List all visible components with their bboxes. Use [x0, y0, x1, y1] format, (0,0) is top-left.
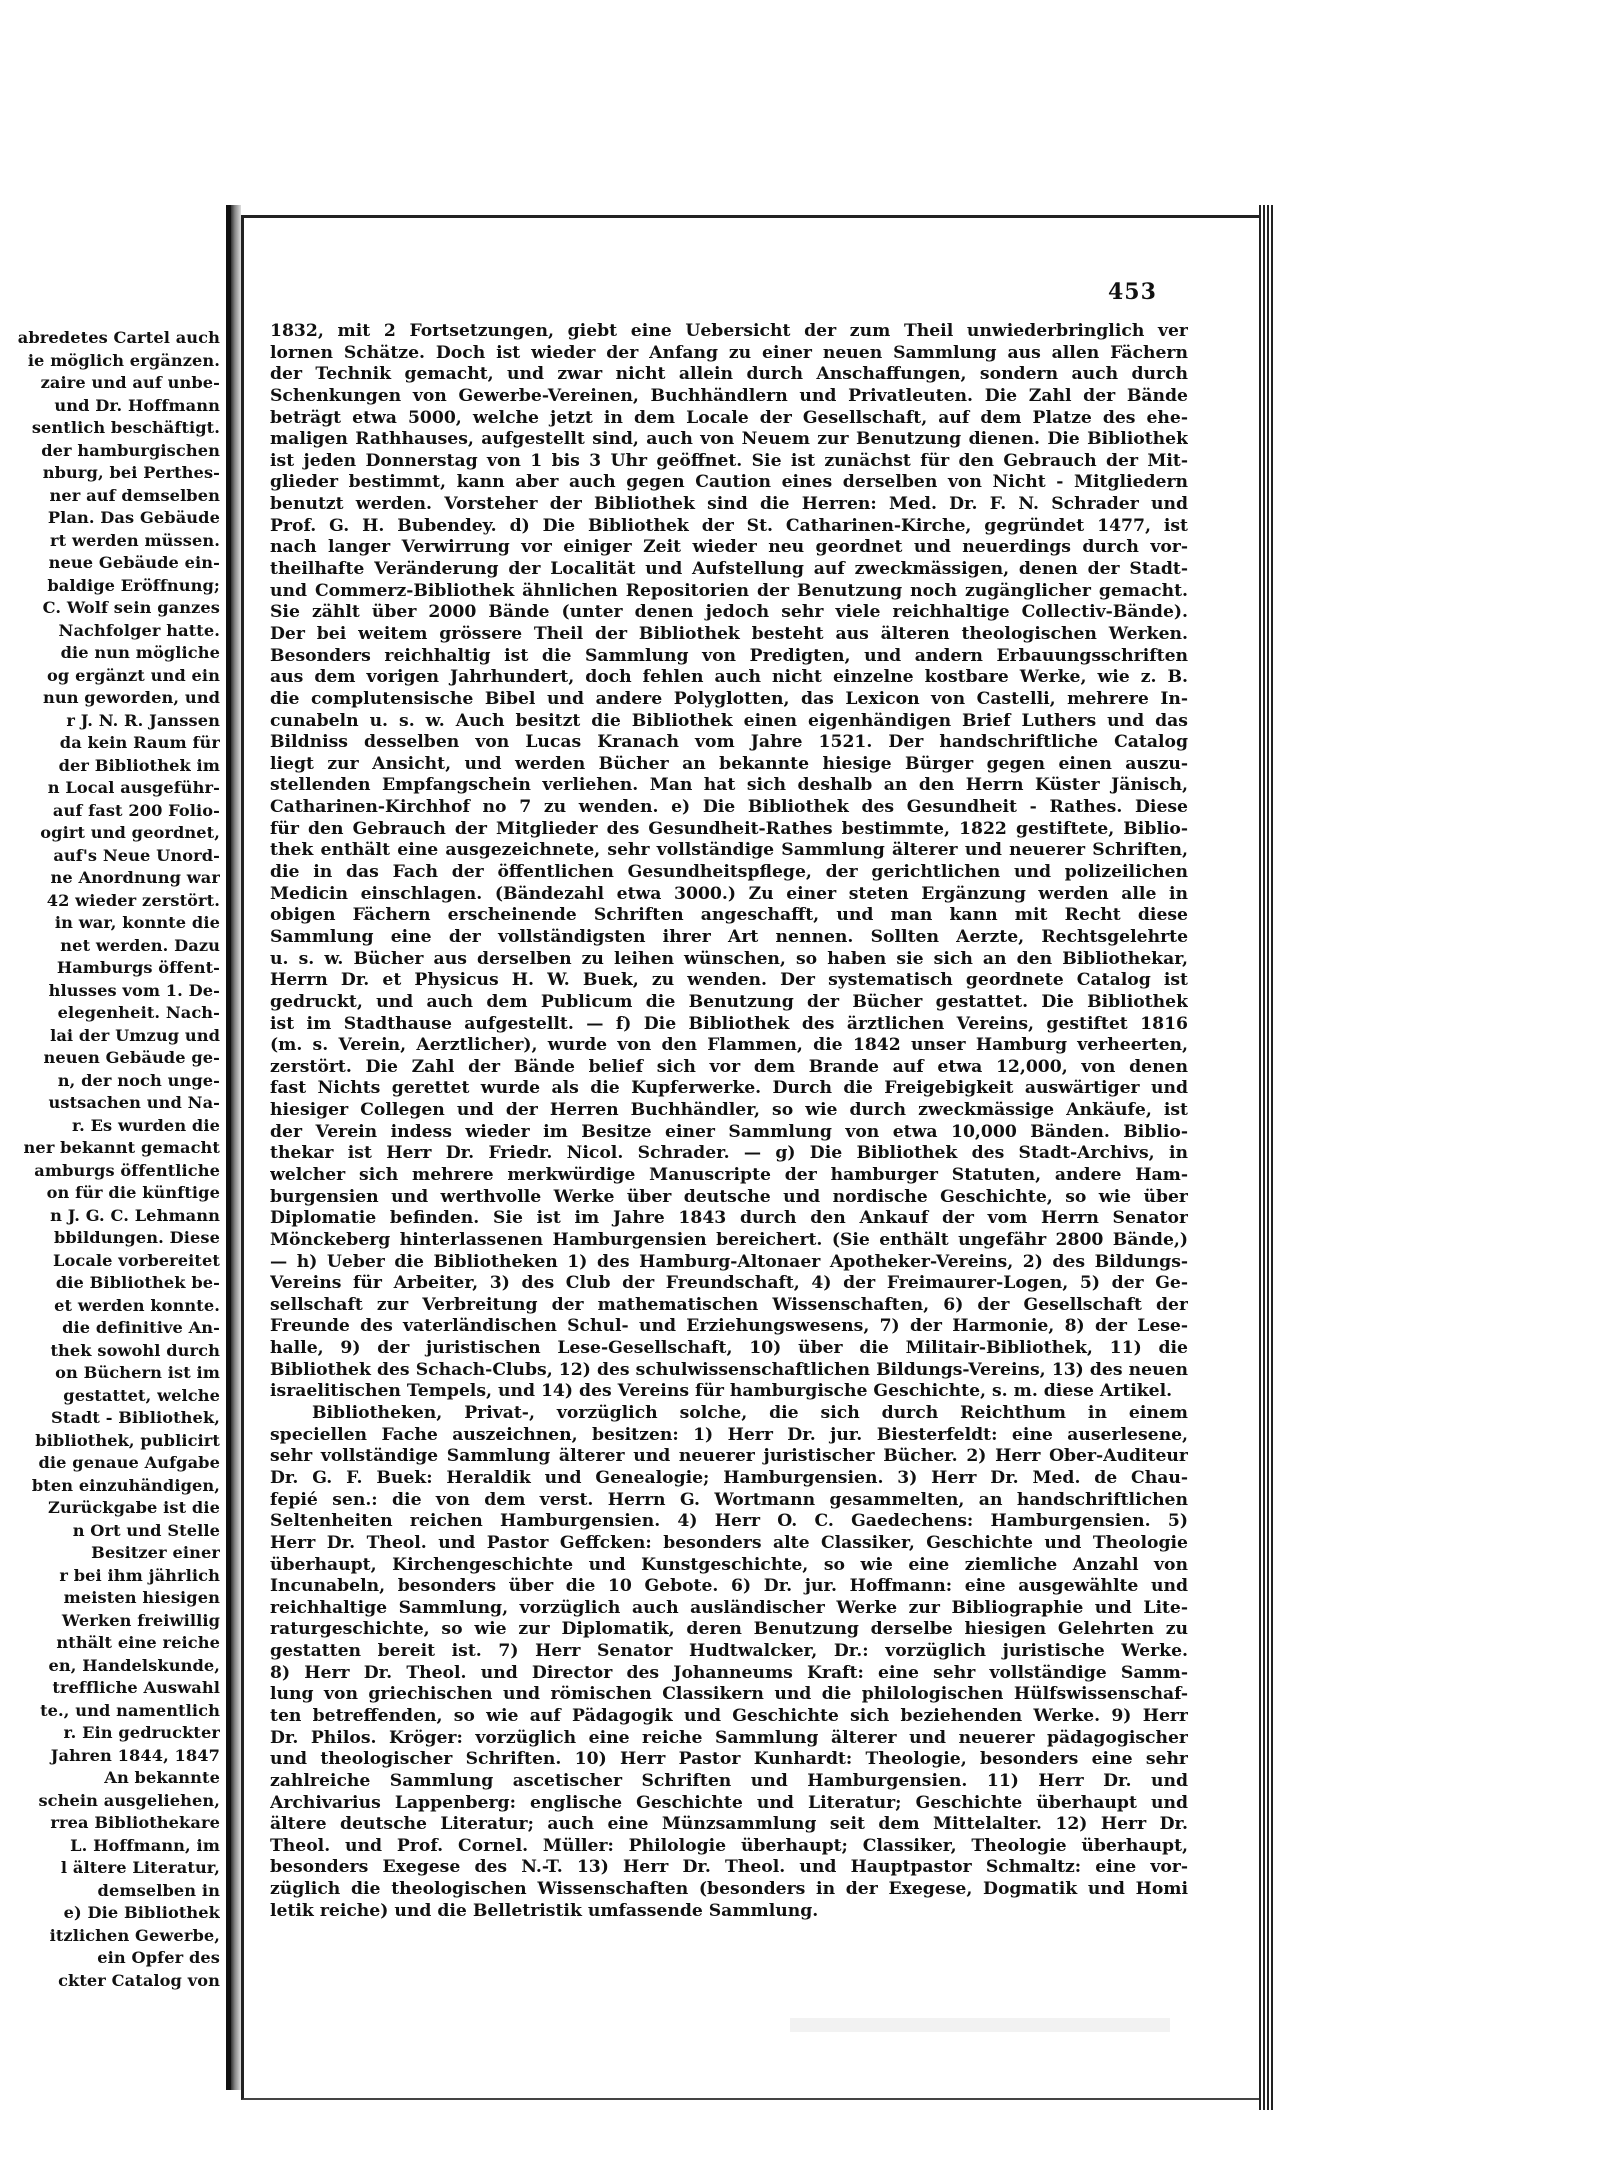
left-text-line: rrea Bibliothekare	[50, 1813, 220, 1832]
text-line: Seltenheiten reichen Hamburgensien. 4) Herr O. C. Gaedechens: Hamburgensien. 5)	[270, 1511, 1188, 1532]
text-line: Bibliotheken, Privat-, vorzüglich solche, die sich durch Reichthum in einem	[312, 1403, 1188, 1424]
text-line: fast Nichts gerettet wurde als die Kupferwerke. Durch die Freigebigkeit auswärtiger und	[270, 1078, 1188, 1099]
left-text-line: schein ausgeliehen,	[38, 1790, 220, 1810]
left-text-line: Nachfolger hatte.	[58, 620, 220, 640]
left-text-line: r J. N. R. Janssen	[66, 710, 220, 730]
left-text-line: on Büchern ist im	[55, 1363, 220, 1382]
left-text-line: in war, konnte die	[54, 913, 220, 932]
book-gutter	[231, 205, 241, 2090]
left-text-line: en, Handelskunde,	[48, 1655, 220, 1675]
left-text-line: n, der noch unge-	[57, 1070, 220, 1090]
left-text-line: Hamburgs öffent-	[56, 958, 220, 977]
text-line: ist im Stadthause aufgestellt. — f) Die Bibliothek des ärztlichen Vereins, gestiftet 1816	[270, 1013, 1188, 1034]
text-line: israelitischen Tempels, und 14) des Vereins für hamburgische Geschichte, s. m. diese Artikel.	[270, 1381, 1173, 1402]
left-text-line: Zurückgabe ist die	[48, 1498, 220, 1517]
left-text-line: r bei ihm jährlich	[59, 1565, 220, 1585]
text-line: sehr vollständige Sammlung älterer und neuerer juristischer Bücher. 2) Herr Ober-Auditeur	[270, 1446, 1188, 1467]
text-line: (m. s. Verein, Aerztlicher), wurde von den Flammen, die 1842 unser Hamburg verheerten,	[270, 1035, 1188, 1056]
text-line: speciellen Fache auszeichnen, besitzen: 1) Herr Dr. jur. Biesterfeldt: eine auserlesene,	[270, 1424, 1188, 1445]
text-line: reichhaltige Sammlung, vorzüglich auch ausländischer Werke zur Bibliographie und Lite-	[270, 1597, 1188, 1618]
text-line: der Verein indess wieder im Besitze einer Sammlung von etwa 10,000 Bänden. Biblio-	[270, 1121, 1188, 1142]
left-text-line: bten einzuhändigen,	[31, 1475, 220, 1495]
left-text-line: nun geworden, und	[42, 688, 220, 707]
text-line: thek enthält eine ausgezeichnete, sehr vollständige Sammlung älterer und neuerer Schriften,	[270, 840, 1188, 861]
left-text-line: C. Wolf sein ganzes	[42, 598, 220, 617]
text-line: Vereins für Arbeiter, 3) des Club der Freundschaft, 4) der Freimaurer-Logen, 5) der Ge-	[270, 1273, 1188, 1294]
left-text-line: Stadt - Bibliothek,	[51, 1408, 220, 1427]
text-line: aus dem vorigen Jahrhundert, doch fehlen auch nicht einzelne kostbare Werke, wie z. B.	[270, 667, 1188, 688]
text-line: Freunde des vaterländischen Schul- und Erziehungswesens, 7) der Harmonie, 8) der Lese-	[270, 1316, 1188, 1337]
left-text-line: l ältere Literatur,	[60, 1858, 220, 1877]
left-text-line: ckter Catalog von	[58, 1970, 220, 1990]
text-line: Theol. und Prof. Cornel. Müller: Philologie überhaupt; Classiker, Theologie überhaupt,	[270, 1835, 1188, 1856]
left-text-line: L. Hoffmann, im	[70, 1835, 220, 1855]
left-text-line: treffliche Auswahl	[52, 1678, 220, 1697]
left-text-line: die Bibliothek be-	[55, 1273, 220, 1292]
left-text-line: ein Opfer des	[97, 1948, 220, 1967]
text-line: Incunabeln, besonders über die 10 Gebote. 6) Dr. jur. Hoffmann: eine ausgewählte und	[270, 1576, 1188, 1597]
text-line: u. s. w. Bücher aus derselben zu leihen wünschen, so haben sie sich an den Bibliothekar,	[270, 948, 1188, 969]
text-line: thekar ist Herr Dr. Friedr. Nicol. Schrader. — g) Die Bibliothek des Stadt-Archivs, in	[270, 1143, 1188, 1164]
previous-page-text-column	[0, 327, 220, 1992]
text-line: überhaupt, Kirchengeschichte und Kunstgeschichte, so wie eine ziemliche Anzahl von	[270, 1554, 1188, 1575]
left-text-line: ner bekannt gemacht	[23, 1138, 220, 1157]
left-text-line: og ergänzt und ein	[47, 665, 220, 685]
left-text-line: die nun mögliche	[60, 643, 220, 662]
left-text-line: neue Gebäude ein-	[48, 553, 220, 572]
left-text-line: ogirt und geordnet,	[40, 823, 220, 842]
text-line: 1832, mit 2 Fortsetzungen, giebt eine Uebersicht der zum Theil unwiederbringlich ver	[270, 321, 1188, 341]
left-text-line: nburg, bei Perthes-	[42, 463, 220, 482]
text-line: Medicin einschlagen. (Bändezahl etwa 3000.) Zu einer steten Ergänzung werden alle in	[270, 883, 1188, 904]
left-text-line: meisten hiesigen	[63, 1588, 220, 1607]
left-text-line: rt werden müssen.	[50, 530, 220, 550]
left-text-line: da kein Raum für	[59, 733, 220, 752]
text-line: fepié sen.: die von dem verst. Herrn G. Wortmann gesammelten, an handschriftlichen	[270, 1489, 1188, 1510]
left-text-line: demselben in	[97, 1880, 220, 1900]
left-text-line: hlusses vom 1. De-	[48, 980, 220, 1000]
left-text-line: die definitive An-	[62, 1318, 220, 1337]
left-text-line: n Ort und Stelle	[72, 1520, 220, 1540]
text-line: Mönckeberg hinterlassenen Hamburgensien bereichert. (Sie enthält ungefähr 2800 Bände,)	[270, 1229, 1188, 1250]
left-text-line: on für die künftige	[46, 1183, 220, 1202]
text-line: maligen Rathhauses, aufgestellt sind, auch von Neuem zur Benutzung dienen. Die Bibliothek	[270, 429, 1188, 450]
text-line: Bildniss desselben von Lucas Kranach vom Jahre 1521. Der handschriftliche Catalog	[270, 732, 1188, 753]
text-line: cunabeln u. s. w. Auch besitzt die Bibliothek einen eigenhändigen Brief Luthers und das	[270, 710, 1188, 731]
text-line: gestatten bereit ist. 7) Herr Senator Hudtwalcker, Dr.: vorzüglich juristische Werke.	[270, 1641, 1188, 1662]
text-line: Schenkungen von Gewerbe-Vereinen, Buchhändlern und Privatleuten. Die Zahl der Bände	[270, 385, 1188, 406]
left-text-line: e) Die Bibliothek	[63, 1903, 220, 1922]
left-text-line: Werken freiwillig	[61, 1610, 220, 1630]
text-line: Herrn Dr. et Physicus H. W. Buek, zu wenden. Der systematisch geordnete Catalog ist	[270, 970, 1188, 991]
left-text-line: ie möglich ergänzen.	[27, 350, 220, 370]
left-text-line: gestattet, welche	[63, 1385, 220, 1405]
left-text-line: n J. G. C. Lehmann	[50, 1205, 220, 1225]
text-line: Archivarius Lappenberg: englische Geschichte und Literatur; Geschichte überhaupt und	[270, 1792, 1188, 1813]
text-line: Prof. G. H. Bubendey. d) Die Bibliothek der St. Catharinen-Kirche, gegründet 1477, ist	[270, 515, 1188, 536]
left-text-line: An bekannte	[104, 1768, 220, 1787]
left-text-line: neuen Gebäude ge-	[43, 1048, 220, 1067]
left-text-line: r. Es wurden die	[71, 1115, 220, 1135]
text-line: Dr. Philos. Kröger: vorzüglich eine reiche Sammlung älterer und neuerer pädagogischer	[270, 1727, 1188, 1748]
text-line: und theologischer Schriften. 10) Herr Pastor Kunhardt: Theologie, besonders eine sehr	[270, 1749, 1188, 1770]
text-line: burgensien und werthvolle Werke über deutsche und nordische Geschichte, so wie über	[270, 1186, 1188, 1207]
left-text-line: der hamburgischen	[41, 440, 220, 460]
left-text-line: net werden. Dazu	[60, 935, 220, 955]
text-line: theilhafte Veränderung der Localität und Aufstellung auf zweckmässigen, denen der Stadt-	[270, 559, 1188, 580]
page-number: 453	[1108, 279, 1157, 305]
text-line: züglich die theologischen Wissenschaften (besonders in der Exegese, Dogmatik und Homi	[270, 1879, 1188, 1900]
left-text-line: amburgs öffentliche	[34, 1160, 220, 1180]
text-line: beträgt etwa 5000, welche jetzt in dem Locale der Gesellschaft, auf dem Platze des ehe-	[270, 407, 1188, 428]
text-line: zahlreiche Sammlung ascetischer Schriften und Hamburgensien. 11) Herr Dr. und	[270, 1770, 1188, 1791]
page-body-text	[270, 321, 1188, 1922]
text-line: Catharinen-Kirchhof no 7 zu wenden. e) Die Bibliothek des Gesundheit - Rathes. Diese	[270, 797, 1188, 818]
left-text-line: sentlich beschäftigt.	[31, 418, 220, 437]
text-line: gedruckt, und auch dem Publicum die Benutzung der Bücher gestattet. Die Bibliothek	[270, 991, 1188, 1012]
text-line: Besonders reichhaltig ist die Sammlung von Predigten, und andern Erbauungsschriften	[270, 645, 1188, 666]
text-line: halle, 9) der juristischen Lese-Gesellschaft, 10) über die Militair-Bibliothek, 11) die	[270, 1338, 1188, 1359]
left-text-line: ner auf demselben	[49, 485, 220, 505]
left-text-line: Besitzer einer	[91, 1543, 220, 1562]
left-text-line: thek sowohl durch	[50, 1340, 220, 1360]
text-line: — h) Ueber die Bibliotheken 1) des Hamburg-Altonaer Apotheker-Vereins, 2) des Bildungs-	[270, 1251, 1188, 1272]
left-text-line: n Local ausgeführ-	[47, 778, 220, 797]
text-line: nach langer Verwirrung vor einiger Zeit wieder neu geordnet und neuerdings durch vor-	[270, 537, 1188, 558]
left-text-line: Locale vorbereitet	[53, 1250, 220, 1270]
left-text-line: lai der Umzug und	[50, 1025, 220, 1045]
text-line: benutzt werden. Vorsteher der Bibliothek sind die Herren: Med. Dr. F. N. Schrader und	[270, 494, 1188, 515]
left-text-line: 42 wieder zerstört.	[46, 890, 220, 910]
text-line: stellenden Empfangschein verliehen. Man hat sich deshalb an den Herrn Küster Jänisch,	[270, 775, 1188, 796]
text-line: 8) Herr Dr. Theol. und Director des Johanneums Kraft: eine sehr vollständige Samm-	[270, 1662, 1188, 1683]
text-line: Bibliothek des Schach-Clubs, 12) des schulwissenschaftlichen Bildungs-Vereins, 13) des neuen	[270, 1359, 1188, 1380]
left-text-line: itzlichen Gewerbe,	[49, 1925, 220, 1945]
text-line: ältere deutsche Literatur; auch eine Münzsammlung seit dem Mittelalter. 12) Herr Dr.	[270, 1814, 1188, 1835]
previous-page-fragment	[0, 205, 231, 2090]
text-line: glieder bestimmt, kann aber auch gegen Caution eines derselben von Nicht - Mitgliedern	[270, 472, 1188, 493]
text-line: liegt zur Ansicht, und werden Bücher an bekannte hiesige Bürger gegen einen auszu-	[270, 753, 1188, 774]
left-text-line: zaire und auf unbe-	[40, 373, 220, 392]
text-line: Herr Dr. Theol. und Pastor Geffcken: besonders alte Classiker, Geschichte und Theologie	[270, 1532, 1188, 1553]
text-line: hiesiger Collegen und der Herren Buchhändler, so wie durch zweckmässige Ankäufe, ist	[270, 1100, 1188, 1121]
text-line: letik reiche) und die Belletristik umfassende Sammlung.	[270, 1900, 819, 1921]
left-text-line: ne Anordnung war	[50, 868, 220, 887]
text-line: sellschaft zur Verbreitung der mathematischen Wissenschaften, 6) der Gesellschaft der	[270, 1294, 1188, 1315]
left-text-line: bibliothek, publicirt	[35, 1430, 220, 1450]
left-text-line: Plan. Das Gebäude	[47, 508, 220, 527]
left-text-line: nthält eine reiche	[56, 1633, 220, 1652]
text-line: lornen Schätze. Doch ist wieder der Anfang zu einer neuen Sammlung aus allen Fächern	[270, 342, 1188, 363]
left-text-line: die genaue Aufgabe	[38, 1453, 220, 1472]
text-line: Sie zählt über 2000 Bände (unter denen jedoch sehr viele reichhaltige Collectiv-Bände).	[270, 602, 1188, 623]
left-text-line: der Bibliothek im	[58, 755, 220, 775]
left-text-line: te., und namentlich	[40, 1700, 220, 1720]
text-line: obigen Fächern erscheinende Schriften angeschafft, und man kann mit Recht diese	[270, 905, 1188, 926]
text-line: raturgeschichte, so wie zur Diplomatik, deren Benutzung derselbe hiesigen Gelehrten zu	[270, 1619, 1188, 1640]
text-line: die in das Fach der öffentlichen Gesundheitspflege, der gerichtlichen und polizeilichen	[270, 862, 1188, 883]
left-text-line: bbildungen. Diese	[53, 1228, 220, 1247]
left-text-line: auf fast 200 Folio-	[52, 800, 220, 820]
text-line: Der bei weitem grössere Theil der Bibliothek besteht aus älteren theologischen Werken.	[270, 623, 1188, 644]
text-line: Diplomatie befinden. Sie ist im Jahre 1843 durch den Ankauf der vom Herrn Senator	[270, 1208, 1188, 1229]
text-line: zerstört. Die Zahl der Bände belief sich vor dem Brande auf etwa 12,000, von denen	[270, 1056, 1188, 1077]
left-text-line: baldige Eröffnung;	[47, 575, 220, 595]
text-line: ten betreffenden, so wie auf Pädagogik und Geschichte sich beziehenden Werke. 9) Herr	[270, 1706, 1188, 1726]
text-line: der Technik gemacht, und zwar nicht allein durch Anschaffungen, sondern auch durch	[270, 364, 1188, 385]
left-text-line: r. Ein gedruckter	[63, 1723, 220, 1742]
text-line: besonders Exegese des N.-T. 13) Herr Dr. Theol. und Hauptpastor Schmaltz: eine vor-	[270, 1857, 1188, 1878]
left-text-line: abredetes Cartel auch	[17, 328, 220, 347]
left-text-line: elegenheit. Nach-	[57, 1003, 220, 1022]
text-line: für den Gebrauch der Mitglieder des Gesundheit-Rathes bestimmte, 1822 gestiftete, Biblio-	[270, 818, 1188, 839]
text-line: welcher sich mehrere merkwürdige Manuscripte der hamburger Statuten, andere Ham-	[270, 1164, 1188, 1185]
left-text-line: ustsachen und Na-	[48, 1093, 220, 1112]
text-line: Dr. G. F. Buek: Heraldik und Genealogie; Hamburgensien. 3) Herr Dr. Med. de Chau-	[270, 1467, 1188, 1488]
text-line: ist jeden Donnerstag von 1 bis 3 Uhr geöffnet. Sie ist zunächst für den Gebrauch der Mit-	[270, 450, 1188, 471]
left-text-line: auf's Neue Unord-	[53, 845, 220, 865]
text-line: Sammlung eine der vollständigsten ihrer Art nennen. Sollten Aerzte, Rechtsgelehrte	[270, 926, 1188, 947]
bleed-through-mark	[790, 2018, 1170, 2032]
page-edge-stack	[1259, 205, 1275, 2110]
text-line: die complutensische Bibel und andere Polyglotten, das Lexicon von Castelli, mehrere In-	[270, 688, 1188, 709]
left-text-line: Jahren 1844, 1847	[50, 1745, 220, 1765]
text-line: lung von griechischen und römischen Classikern und die philologischen Hülfswissenschaf-	[270, 1684, 1188, 1705]
left-text-line: und Dr. Hoffmann	[54, 395, 220, 415]
left-text-line: et werden konnte.	[54, 1295, 220, 1315]
text-line: und Commerz-Bibliothek ähnlichen Repositorien der Benutzung noch zugänglicher gemacht.	[270, 580, 1188, 601]
